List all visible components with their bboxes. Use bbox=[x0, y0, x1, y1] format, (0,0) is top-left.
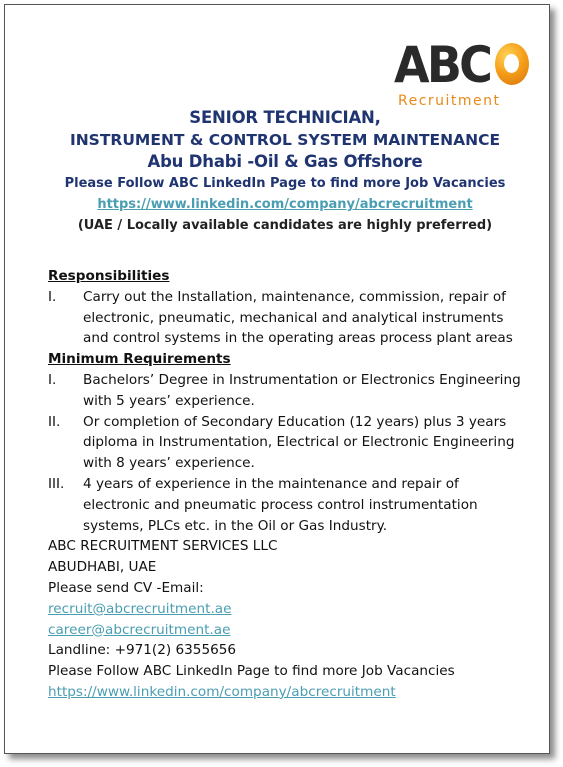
posting-header bbox=[5, 107, 550, 237]
list-item bbox=[48, 412, 528, 474]
list-item-text: Carry out the Installation, maintenance, commission, repair of electronic, pneumatic, mechanical and analytical instruments and control systems in the operating areas process plant areas bbox=[83, 288, 513, 347]
responsibilities-heading: Responsibilities bbox=[48, 268, 170, 284]
job-location: Abu Dhabi -Oil & Gas Offshore bbox=[147, 152, 423, 171]
list-item-number: II. bbox=[48, 413, 61, 430]
company-name: ABC RECRUITMENT SERVICES LLC bbox=[48, 538, 278, 555]
responsibilities-list bbox=[48, 287, 528, 349]
company-logo bbox=[390, 37, 532, 117]
preference-note: (UAE / Locally available candidates are highly preferred) bbox=[77, 218, 493, 233]
job-title-line2: INSTRUMENT & CONTROL SYSTEM MAINTENANCE bbox=[69, 131, 501, 149]
list-item-text: Bachelors’ Degree in Instrumentation or Electronics Engineering with 5 years’ experience. bbox=[83, 371, 521, 409]
landline-text: Landline: +971(2) 6355656 bbox=[48, 642, 237, 659]
email-link-recruit[interactable]: recruit@abcrecruitment.ae bbox=[48, 600, 232, 617]
company-city: ABUDHABI, UAE bbox=[48, 559, 157, 576]
logo-subtitle: Recruitment bbox=[398, 93, 501, 109]
linkedin-link-top[interactable]: https://www.linkedin.com/company/abcrecruitment bbox=[97, 197, 473, 212]
list-item-text: Or completion of Secondary Education (12 years) plus 3 years diploma in Instrumentation, Electrical or Electronic Engineering with 8 years’ experience. bbox=[83, 413, 515, 472]
send-cv-label: Please send CV -Email: bbox=[48, 579, 204, 596]
list-item bbox=[48, 474, 528, 536]
requirements-list bbox=[48, 370, 528, 536]
list-item-number: I. bbox=[48, 288, 57, 305]
requirements-heading: Minimum Requirements bbox=[48, 351, 231, 368]
linkedin-link-bottom[interactable]: https://www.linkedin.com/company/abcrecruitment bbox=[48, 683, 396, 700]
list-item-number: III. bbox=[48, 475, 65, 492]
posting-body bbox=[48, 266, 528, 703]
logo-mark: ABC bbox=[394, 36, 491, 94]
list-item-number: I. bbox=[48, 371, 57, 388]
list-item-text: 4 years of experience in the maintenance and repair of electronic and pneumatic process control instrumentation systems, PLCs etc. in the Oil or Gas Industry. bbox=[83, 475, 478, 534]
job-title-line1: SENIOR TECHNICIAN, bbox=[189, 108, 381, 127]
logo-o-icon bbox=[495, 43, 529, 85]
list-item bbox=[48, 370, 528, 412]
list-item bbox=[48, 287, 528, 349]
follow-text-bottom: Please Follow ABC LinkedIn Page to find more Job Vacancies bbox=[48, 663, 455, 680]
email-link-career[interactable]: career@abcrecruitment.ae bbox=[48, 621, 231, 638]
job-posting-sheet bbox=[4, 4, 550, 754]
follow-text-top: Please Follow ABC LinkedIn Page to find more Job Vacancies bbox=[64, 176, 506, 191]
